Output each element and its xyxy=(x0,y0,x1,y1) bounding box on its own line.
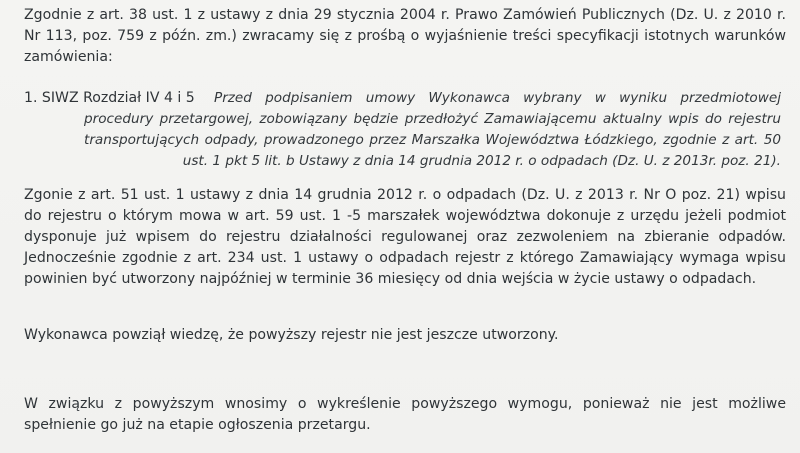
paragraph-request: W związku z powyższym wnosimy o wykreślenie powyższego wymogu, ponieważ nie jest możliwe spełnienie go już na etapie ogłoszenia przetargu. xyxy=(24,396,786,433)
list-item-lead: 1. SIWZ Rozdział IV 4 i 5 xyxy=(24,90,195,106)
intro-paragraph: Zgodnie z art. 38 ust. 1 z ustawy z dnia 29 stycznia 2004 r. Prawo Zamówień Publicznych (Dz. U. z 2010 r. Nr 113, poz. 759 z późn. zm.) zwracamy się z prośbą o wyjaśnienie treści specyfikacji istotnych warunków zamówienia: xyxy=(24,7,786,65)
list-item-text: Przed podpisaniem umowy Wykonawca wybrany w wyniku przedmiotowej procedury przetargowej, zobowiązany będzie przedłożyć Zamawiającemu aktualny wpis do rejestru transportujących odpady, prowadzonego przez Marszałka Województwa Łódzkiego, zgodnie z art. 50 ust. 1 pkt 5 lit. b Ustawy z dnia 14 grudnia 2012 r. o odpadach (Dz. U. z 2013r. poz. 21). xyxy=(84,90,781,169)
paragraph-legal-basis: Zgonie z art. 51 ust. 1 ustawy z dnia 14 grudnia 2012 r. o odpadach (Dz. U. z 2013 r. Nr O poz. 21) wpisu do rejestru o którym mowa w art. 59 ust. 1 -5 marszałek województwa dokonuje z urzędu jeżeli podmiot dysponuje już wpisem do rejestru działalności regulowanej oraz zezwoleniem na zbieranie odpadów. Jednocześnie zgodnie z art. 234 ust. 1 ustawy o odpadach rejestr z którego Zamawiający wymaga wpisu powinien być utworzony najpóźniej w terminie 36 miesięcy od dnia wejścia w życie ustawy o odpadach. xyxy=(24,187,786,287)
paragraph-contractor-knowledge: Wykonawca powziął wiedzę, że powyższy rejestr nie jest jeszcze utworzony. xyxy=(24,327,559,343)
